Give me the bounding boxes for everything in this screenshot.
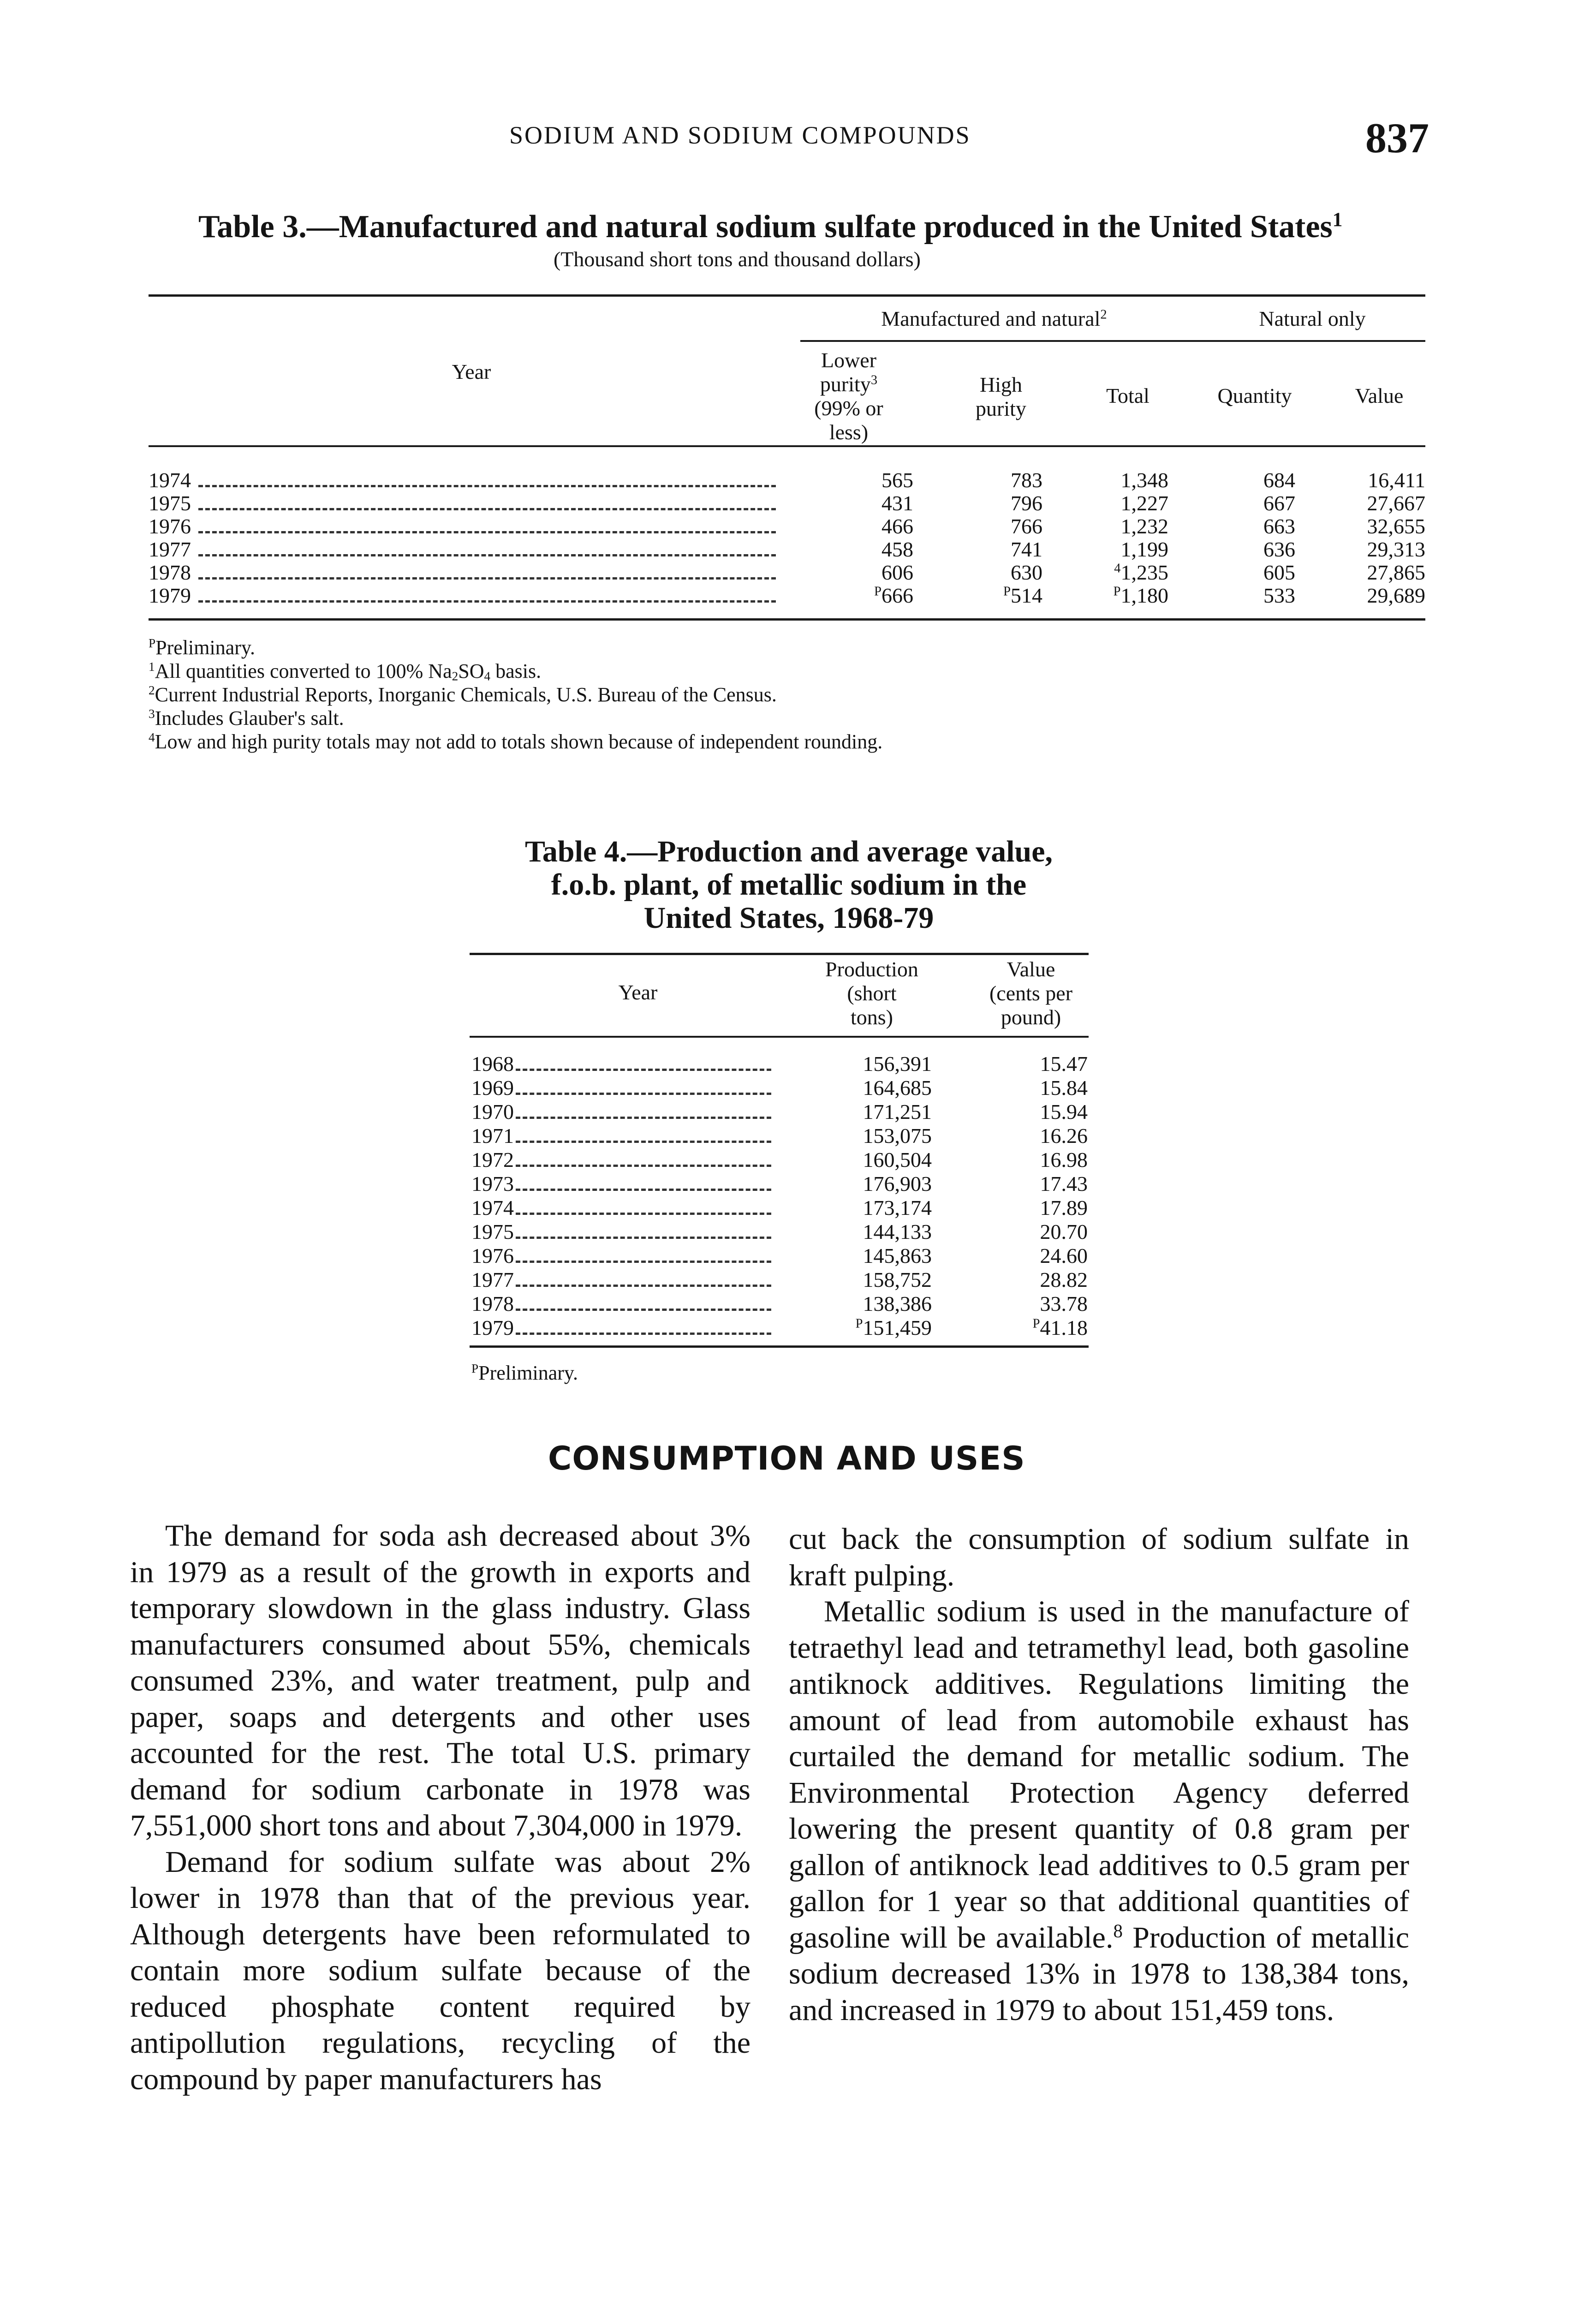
footnote-mark: 2 <box>149 683 155 697</box>
dot-leader <box>198 485 776 487</box>
dot-leader <box>516 1165 771 1167</box>
table4-header-value-line1: Value <box>1006 957 1055 981</box>
table4-production-value: 158,752 <box>863 1268 932 1291</box>
table3-subtitle: (Thousand short tons and thousand dollars) <box>554 247 921 271</box>
table3-year: 1978 <box>149 561 191 584</box>
table3-value: 27,667 <box>1367 491 1425 515</box>
table3-high-value: 514 <box>1011 584 1042 607</box>
table3-header-lower-line3: (99% or <box>814 396 883 420</box>
table3-header-lower-line2-text: purity <box>820 372 871 396</box>
paragraph-text: Production of metallic sodium decreased 13% in 1978 to 138,384 tons, and increased in 1979 to about 151,459 tons. <box>789 1920 1409 2027</box>
table3-total: 1,199 <box>1120 538 1168 561</box>
table4-production-value: 160,504 <box>863 1148 932 1171</box>
table4-production-value: 164,685 <box>863 1076 932 1100</box>
dot-leader <box>516 1285 771 1287</box>
table4-row-year <box>471 1292 771 1317</box>
table3-header-rule <box>149 445 1425 447</box>
table3-lower: 606 <box>881 561 913 584</box>
footnote-text: All quantities converted to 100% Na <box>155 660 452 682</box>
table3-group-manufactured-mark: 2 <box>1100 307 1107 322</box>
table4-year: 1975 <box>471 1220 514 1243</box>
running-header: SODIUM AND SODIUM COMPOUNDS <box>509 121 971 149</box>
table4-value <box>959 1100 1088 1124</box>
table4-production <box>803 1316 932 1340</box>
table4-value <box>959 1268 1088 1292</box>
table4-production-value: 145,863 <box>863 1244 932 1267</box>
table3-total: 1,227 <box>1120 491 1168 515</box>
table3-footnote-4 <box>149 730 882 753</box>
table4-value <box>959 1316 1088 1340</box>
table4-year: 1969 <box>471 1076 514 1100</box>
paragraph-text: Metallic sodium is used in the manufacture of tetraethyl lead and tetramethyl lead, both gasoline antiknock additives. Regulations limiting the amount of lead from automobile exhaust has curtailed the demand for metallic sodium. The Environmental Protection Agency deferred lowering the present quantity of 0.8 gram per gallon of antiknock lead additives to 0.5 gram per gallon for 1 year so that additional quantities of gasoline will be available. <box>789 1595 1409 1954</box>
table4-year: 1973 <box>471 1172 514 1195</box>
table4-production-value: 144,133 <box>863 1220 932 1243</box>
section-heading: CONSUMPTION AND USES <box>548 1440 1025 1477</box>
table4-row-year <box>471 1076 771 1101</box>
table3-header-lower-line1: Lower <box>821 348 877 372</box>
table4-header-production-line3: tons) <box>851 1005 893 1029</box>
footnote-text: Low and high purity totals may not add to totals shown because of independent rounding. <box>155 730 883 753</box>
footnote-text: basis. <box>490 660 542 682</box>
table4-value-value: 33.78 <box>1040 1292 1088 1315</box>
footnote-mark: 1 <box>149 660 155 674</box>
table4-value <box>959 1076 1088 1100</box>
table4-row-year <box>471 1316 771 1341</box>
table4-value <box>959 1052 1088 1076</box>
subscript: 2 <box>452 669 459 683</box>
table4-year: 1971 <box>471 1124 514 1148</box>
preliminary-mark: P <box>1113 584 1121 599</box>
table4-footnote <box>471 1361 578 1385</box>
table4-year: 1968 <box>471 1052 514 1076</box>
table4-production <box>803 1268 932 1292</box>
table4-production-value: 171,251 <box>863 1100 932 1124</box>
paragraph <box>789 1594 1409 2028</box>
table3-total: 1,348 <box>1120 468 1168 492</box>
dot-leader <box>516 1237 771 1239</box>
table4-top-rule <box>470 953 1089 955</box>
table4-production <box>803 1052 932 1076</box>
table4-row-year <box>471 1220 771 1245</box>
table3-header-quantity: Quantity <box>1217 384 1292 407</box>
dot-leader <box>516 1213 771 1215</box>
table4-value-value: 17.89 <box>1040 1196 1088 1219</box>
footnote-text: Preliminary. <box>478 1362 578 1384</box>
table3-row-year <box>149 491 776 517</box>
dot-leader <box>516 1333 771 1335</box>
table4-production <box>803 1148 932 1172</box>
page-number: 837 <box>1365 114 1429 161</box>
table4-production <box>803 1100 932 1124</box>
table3-lower: 458 <box>881 538 913 561</box>
table3-year: 1974 <box>149 468 191 492</box>
table4-year: 1976 <box>471 1244 514 1267</box>
table4-header-rule <box>470 1036 1089 1038</box>
table4-year: 1978 <box>471 1292 514 1315</box>
table3-value: 32,655 <box>1367 514 1425 538</box>
dot-leader <box>516 1141 771 1143</box>
table3-high: 796 <box>1011 491 1042 515</box>
table3-footnote-3 <box>149 706 344 730</box>
preliminary-mark: P <box>874 584 881 599</box>
table3-lower: 565 <box>881 468 913 492</box>
left-column <box>130 1518 750 2098</box>
table3-group-natural: Natural only <box>1259 307 1366 330</box>
table3-total-value: 1,235 <box>1120 561 1168 584</box>
table3-quantity: 663 <box>1263 514 1295 538</box>
table4-header-production-line2: (short <box>847 981 897 1005</box>
table3-header-lower-line4: less) <box>829 420 869 444</box>
table3-row-year <box>149 514 776 540</box>
table3-group-rule <box>800 340 1425 342</box>
table3-header-year: Year <box>452 360 491 383</box>
table4-row-year <box>471 1148 771 1173</box>
table3-quantity: 636 <box>1263 538 1295 561</box>
table3-title-text: Table 3.—Manufactured and natural sodium sulfate produced in the United States <box>198 209 1333 245</box>
table4-production <box>803 1124 932 1148</box>
table3-header-lower-purity <box>793 348 904 444</box>
table4-year: 1977 <box>471 1268 514 1291</box>
subscript: 4 <box>484 669 491 683</box>
table3-group-manufactured <box>800 307 1188 331</box>
table3-row-year <box>149 468 776 494</box>
table3-quantity: 605 <box>1263 561 1295 584</box>
table4-production-value: 138,386 <box>863 1292 932 1315</box>
dot-leader <box>198 577 776 580</box>
table3-header-high-line2: purity <box>976 397 1026 420</box>
table3-quantity: 684 <box>1263 468 1295 492</box>
table4-value <box>959 1244 1088 1268</box>
dot-leader <box>198 531 776 533</box>
table4-production <box>803 1292 932 1316</box>
table3-total-value: 1,180 <box>1120 584 1168 607</box>
table3-year: 1976 <box>149 514 191 538</box>
table3-high: 783 <box>1011 468 1042 492</box>
table3-footnote-preliminary <box>149 636 255 659</box>
table3-row-year <box>149 538 776 563</box>
table3-lower: 431 <box>881 491 913 515</box>
table4-value-value: 41.18 <box>1040 1316 1088 1339</box>
table3-row-year <box>149 584 776 609</box>
dot-leader <box>516 1189 771 1191</box>
preliminary-mark: P <box>1003 584 1011 599</box>
table4-value-value: 16.98 <box>1040 1148 1088 1171</box>
table4-value <box>959 1148 1088 1172</box>
table3-lower: 466 <box>881 514 913 538</box>
table4-value-value: 24.60 <box>1040 1244 1088 1267</box>
table4-production <box>803 1076 932 1100</box>
table4-value-value: 15.84 <box>1040 1076 1088 1100</box>
paragraph: cut back the consumption of sodium sulfate in kraft pulping. <box>789 1522 1409 1592</box>
table3-year: 1979 <box>149 584 191 607</box>
table4-value-value: 20.70 <box>1040 1220 1088 1243</box>
table3-lower-value: 666 <box>881 584 913 607</box>
table3-value: 29,313 <box>1367 538 1425 561</box>
table3-high: 766 <box>1011 514 1042 538</box>
table4-row-year <box>471 1196 771 1221</box>
table4-value <box>959 1220 1088 1244</box>
table4-production-value: 153,075 <box>863 1124 932 1148</box>
table4-header-production-line1: Production <box>825 957 918 981</box>
table3-footnote-1 <box>149 659 541 683</box>
dot-leader <box>516 1261 771 1263</box>
table4-year: 1970 <box>471 1100 514 1124</box>
table4-header-year: Year <box>618 980 658 1004</box>
table3-high: 630 <box>1011 561 1042 584</box>
preliminary-mark: P <box>855 1316 863 1331</box>
dot-leader <box>198 508 776 510</box>
table3-total <box>1039 561 1168 585</box>
table4-bottom-rule <box>470 1345 1089 1348</box>
table4-production-value: 176,903 <box>863 1172 932 1195</box>
table4-value-value: 15.94 <box>1040 1100 1088 1124</box>
table3-value: 29,689 <box>1367 584 1425 607</box>
footnote-mark: 8 <box>1113 1920 1123 1941</box>
table4-title-line3: United States, 1968-79 <box>643 901 934 935</box>
table4-year: 1979 <box>471 1316 514 1339</box>
preliminary-mark: P <box>1032 1316 1040 1331</box>
table3-quantity: 533 <box>1263 584 1295 607</box>
table3-header-high-purity <box>950 373 1052 421</box>
table3-row-year <box>149 561 776 586</box>
table4-production <box>803 1172 932 1196</box>
table4-value <box>959 1292 1088 1316</box>
footnote-mark: 3 <box>149 707 155 721</box>
table3-total <box>1039 584 1168 608</box>
paragraph: The demand for soda ash decreased about 3% in 1979 as a result of the growth in exports and temporary slowdown in the glass industry. Glass manufacturers consumed about 55%, chemicals consumed 23%, and water treatment, pulp and paper, soaps and detergents and other uses accounted for the rest. The total U.S. primary demand for sodium carbonate in 1978 was 7,551,000 short tons and about 7,304,000 in 1979. <box>130 1519 750 1842</box>
table3-title-footnote-mark: 1 <box>1332 209 1343 231</box>
table4-row-year <box>471 1052 771 1077</box>
table3-header-lower-mark: 3 <box>870 373 878 388</box>
footnote-text: Current Industrial Reports, Inorganic Chemicals, U.S. Bureau of the Census. <box>155 683 777 706</box>
footnote-text: Includes Glauber's salt. <box>155 707 344 729</box>
table4-header-value <box>964 957 1098 1029</box>
table3-group-manufactured-label: Manufactured and natural <box>881 307 1101 330</box>
footnote-text: Preliminary. <box>155 636 256 659</box>
table3-lower <box>784 584 913 608</box>
footnote-mark: P <box>149 636 156 650</box>
table3-header-lower-line2 <box>793 372 904 396</box>
dot-leader <box>516 1117 771 1119</box>
table4-production <box>803 1196 932 1220</box>
footnote-text: SO <box>458 660 484 682</box>
table4-value <box>959 1124 1088 1148</box>
table4-value <box>959 1172 1088 1196</box>
right-column <box>789 1521 1409 2028</box>
table4-row-year <box>471 1244 771 1269</box>
table4-production-value: 151,459 <box>863 1316 932 1339</box>
table4-year: 1972 <box>471 1148 514 1171</box>
table4-title-line2: f.o.b. plant, of metallic sodium in the <box>551 868 1027 902</box>
table4-value-value: 28.82 <box>1040 1268 1088 1291</box>
table4-value-value: 16.26 <box>1040 1124 1088 1148</box>
table4-value <box>959 1196 1088 1220</box>
dot-leader <box>516 1069 771 1071</box>
table4-production <box>803 1244 932 1268</box>
table3-header-high-line1: High <box>980 373 1022 396</box>
footnote-mark: 4 <box>149 730 155 744</box>
table4-row-year <box>471 1100 771 1125</box>
table4-production-value: 173,174 <box>863 1196 932 1219</box>
table4-header-value-line3: pound) <box>1000 1005 1061 1029</box>
paragraph: Demand for sodium sulfate was about 2% lower in 1978 than that of the previous year. Although detergents have been reformulated to contain more sodium sulfate because of the reduced phosphate content required by antipollution regulations, recycling of the compound by paper manufacturers has <box>130 1845 750 2096</box>
dot-leader <box>516 1309 771 1311</box>
table3-total: 1,232 <box>1120 514 1168 538</box>
footnote-mark: P <box>471 1362 479 1375</box>
table3-header-value: Value <box>1355 384 1404 407</box>
table4-row-year <box>471 1268 771 1293</box>
table3-value: 27,865 <box>1367 561 1425 584</box>
table4-value-value: 15.47 <box>1040 1052 1088 1076</box>
table4-production-value: 156,391 <box>863 1052 932 1076</box>
table4-header-value-line2: (cents per <box>989 981 1073 1005</box>
table4-header-production <box>807 957 936 1029</box>
footnote-mark: 4 <box>1114 561 1121 576</box>
table3-quantity: 667 <box>1263 491 1295 515</box>
table3-footnote-2 <box>149 683 777 706</box>
table4-value-value: 17.43 <box>1040 1172 1088 1195</box>
dot-leader <box>516 1093 771 1095</box>
table3-value: 16,411 <box>1368 468 1425 492</box>
table4-row-year <box>471 1172 771 1197</box>
table4-production <box>803 1220 932 1244</box>
table3-high: 741 <box>1011 538 1042 561</box>
table4-row-year <box>471 1124 771 1149</box>
table3-year: 1977 <box>149 538 191 561</box>
dot-leader <box>198 600 776 603</box>
table3-title <box>198 209 1342 245</box>
table3-top-rule <box>149 294 1425 297</box>
table4-year: 1974 <box>471 1196 514 1219</box>
table3-header-total: Total <box>1106 384 1149 407</box>
dot-leader <box>198 554 776 556</box>
table3-year: 1975 <box>149 491 191 515</box>
table3-high <box>913 584 1042 608</box>
table3-bottom-rule <box>149 618 1425 621</box>
table4-title-line1: Table 4.—Production and average value, <box>524 835 1053 868</box>
